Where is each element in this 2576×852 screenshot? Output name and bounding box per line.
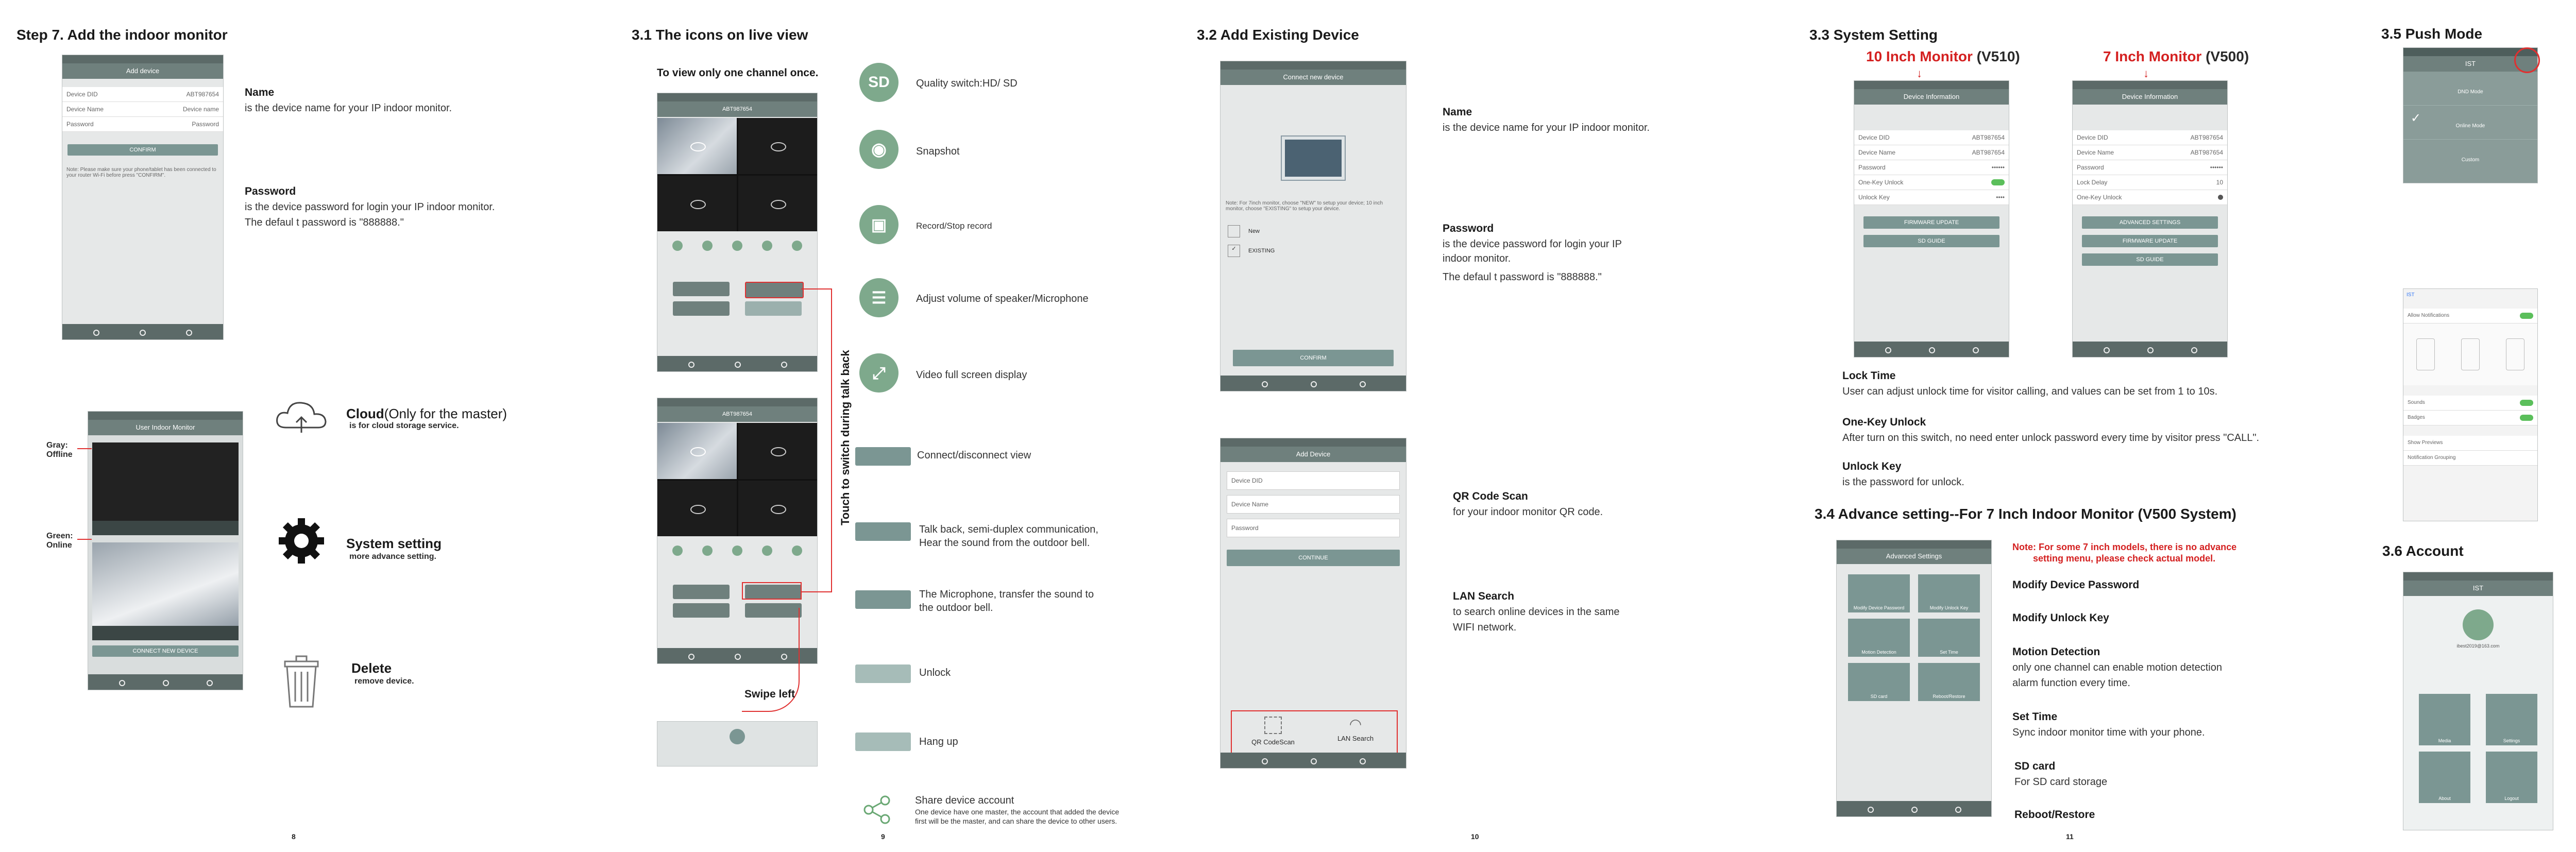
record-icon: ▣ [859, 205, 899, 244]
password-desc-3: The defaul t password is "888888." [1443, 271, 1602, 283]
mic-button-2[interactable] [673, 603, 730, 618]
firmware-update-button[interactable]: FIRMWARE UPDATE [1863, 216, 1999, 229]
reboot-restore-title: Reboot/Restore [2014, 809, 2095, 821]
phoneB-header: Device Information [2073, 89, 2227, 105]
device-name-field[interactable]: Device Name Device name [62, 102, 223, 117]
firmware-update-button[interactable]: FIRMWARE UPDATE [2082, 235, 2218, 247]
qr-code-scan-title: QR Code Scan [1453, 490, 1528, 502]
toggle-switch[interactable] [1991, 179, 2005, 185]
password-desc-2: indoor monitor. [1443, 253, 1511, 264]
microphone-label-1: The Microphone, transfer the sound to [919, 589, 1094, 600]
monitor-10-label: 10 Inch Monitor (V510) [1866, 48, 2020, 64]
phoneA-header: Device Information [1854, 89, 2009, 105]
note-red-1: Note: For some 7 inch models, there is no advance [2012, 542, 2237, 552]
talk-back-label-1: Talk back, semi-duplex communication, [919, 524, 1098, 535]
password-desc-1: is the device password for login your IP [1443, 238, 1622, 250]
connect-view-label: Connect/disconnect view [917, 450, 1031, 461]
name-desc: is the device name for your IP indoor monitor. [1443, 122, 1650, 133]
confirm-button[interactable]: CONFIRM [1233, 350, 1394, 366]
phoneA-field-1[interactable]: Device Name ABT987654 [1854, 145, 2009, 160]
talk-back-icon [855, 522, 911, 541]
sounds-row[interactable]: Sounds [2403, 396, 2537, 411]
share-desc-1: One device have one master, the account that added the device [915, 808, 1120, 816]
motion-detection-title: Motion Detection [2012, 646, 2100, 658]
ios-header: IST [2406, 292, 2415, 298]
cloud-icon [273, 397, 330, 440]
mic-highlight [742, 582, 802, 600]
device-list-phone [88, 411, 243, 690]
online-mode-item[interactable]: ✓ Online Mode [2403, 106, 2537, 140]
account-title: 3.6 Account [2382, 543, 2464, 559]
add-device-phone [62, 55, 224, 340]
page-number: 11 [2066, 832, 2074, 841]
hang-up-icon [855, 732, 911, 751]
modify-unlock-key-title: Modify Unlock Key [2012, 612, 2109, 624]
microphone-icon [855, 590, 911, 609]
touch-switch-label: Touch to switch during talk back [839, 350, 852, 525]
motion-detection-desc-2: alarm function every time. [2012, 677, 2130, 689]
sd-guide-button[interactable]: SD GUIDE [1863, 235, 1999, 247]
offline-device-card[interactable] [92, 442, 239, 535]
name-label: Name [245, 87, 275, 98]
add-device-phone [1220, 438, 1406, 769]
modify-password-tile[interactable]: Modify Device Password [1848, 574, 1910, 612]
phone-note: Note: Please make sure your phone/tablet has been connected to your router Wi-Fi before press "CONFIRM". [66, 167, 216, 178]
device-name-input[interactable]: Device Name [1227, 495, 1400, 514]
unlock-key-title: Unlock Key [1842, 461, 1902, 472]
modify-device-password-title: Modify Device Password [2012, 579, 2140, 591]
live-view-phone-1: ABT987654 [657, 93, 818, 372]
connect-view-button-2[interactable] [673, 585, 730, 599]
advanced-settings-button[interactable]: ADVANCED SETTINGS [2082, 216, 2218, 229]
gray-arrow [77, 448, 92, 449]
push-mode-title: 3.5 Push Mode [2381, 26, 2483, 42]
connect-view-button[interactable] [673, 282, 730, 296]
qr-code-scan-desc: for your indoor monitor QR code. [1453, 506, 1603, 518]
unlock-button[interactable] [745, 301, 802, 316]
set-time-title: Set Time [2012, 711, 2058, 723]
qr-scan-label: QR CodeScan [1251, 738, 1295, 746]
unlock-icon [855, 664, 911, 683]
microphone-label-2: the outdoor bell. [919, 602, 993, 614]
phoneA-field-4[interactable]: Unlock Key •••• [1854, 190, 2009, 205]
password-label: Password [245, 185, 296, 197]
phone-header: Add device [62, 63, 223, 79]
sd-card-title: SD card [2014, 760, 2056, 772]
share-desc-2: first will be the master, and can share the device to other users. [915, 817, 1117, 825]
phoneB-one-key-toggle[interactable]: One-Key Unlock [2073, 190, 2227, 205]
name-label: Name [1443, 106, 1472, 118]
connect-new-device-button[interactable]: CONNECT NEW DEVICE [92, 645, 239, 657]
password-label: Password [1443, 223, 1494, 234]
dnd-mode-item[interactable]: DND Mode [2403, 72, 2537, 106]
live-view-title: 3.1 The icons on live view [632, 27, 808, 43]
account-email: ibest2019@163.com [2456, 643, 2500, 649]
unlock-key-desc: is the password for unlock. [1842, 476, 1964, 488]
about-tile[interactable]: About [2419, 752, 2470, 803]
push-header: IST [2403, 56, 2537, 72]
phoneA-field-0[interactable]: Device DID ABT987654 [1854, 130, 2009, 145]
name-desc: is the device name for your IP indoor monitor. [245, 103, 452, 114]
cloud-desc: is for cloud storage service. [349, 421, 459, 430]
system-setting-title: 3.3 System Setting [1809, 27, 1938, 43]
reboot-restore-tile[interactable]: Reboot/Restore [1918, 663, 1980, 701]
badges-row[interactable]: Badges [2403, 411, 2537, 425]
confirm-button[interactable]: CONFIRM [67, 144, 218, 156]
gear-icon [276, 515, 327, 569]
password-field[interactable]: Password Password [62, 117, 223, 132]
lan-search-option[interactable] [1314, 711, 1397, 753]
volume-label: Adjust volume of speaker/Microphone [916, 293, 1089, 304]
password-input[interactable]: Password [1227, 519, 1400, 537]
green-label: Green: [46, 532, 73, 540]
down-arrow-7: ↓ [2143, 67, 2149, 80]
lan-search-desc-2: WIFI network. [1453, 622, 1517, 633]
notification-grouping-row[interactable]: Notification Grouping [2403, 451, 2537, 466]
sd-guide-button[interactable]: SD GUIDE [2082, 253, 2218, 266]
one-key-unlock-desc: After turn on this switch, no need enter unlock password every time by visitor press "CALL". [1842, 432, 2260, 444]
note-red-2: setting menu, please check actual model. [2033, 553, 2216, 564]
arrow-line-top [801, 288, 832, 289]
volume-icon: ☰ [859, 278, 899, 317]
arrow-line-vertical [831, 288, 832, 592]
live-view-phone-2: ABT987654 [657, 398, 818, 664]
settings-tile[interactable]: Settings [2486, 694, 2537, 745]
allow-notifications-row[interactable]: Allow Notifications [2403, 309, 2537, 323]
phoneB-field-3[interactable]: Lock Delay 10 [2073, 175, 2227, 190]
scan-options [1231, 710, 1398, 754]
ios-notification-phone [2403, 288, 2538, 521]
show-previews-row[interactable]: Show Previews [2403, 436, 2537, 451]
one-key-unlock-title: One-Key Unlock [1842, 416, 1926, 428]
modify-unlock-key-tile[interactable]: Modify Unlock Key [1918, 574, 1980, 612]
unlock-label: Unlock [919, 667, 951, 678]
set-time-tile[interactable]: Set Time [1918, 619, 1980, 657]
delete-desc: remove device. [354, 677, 414, 686]
sd-card-tile[interactable]: SD card [1848, 663, 1910, 701]
set-time-desc: Sync indoor monitor time with your phone. [2012, 727, 2205, 738]
qr-scan-option[interactable] [1232, 711, 1314, 753]
toggle-switch[interactable] [2218, 195, 2223, 200]
media-tile[interactable]: Media [2419, 694, 2470, 745]
hang-up-label: Hang up [919, 736, 958, 747]
device-did-field[interactable]: Device DID ABT987654 [62, 87, 223, 102]
device-did-input[interactable]: Device DID [1227, 471, 1400, 490]
lan-search-desc-1: to search online devices in the same [1453, 606, 1620, 618]
device-info-phone-10 [1854, 80, 2009, 357]
fullscreen-label: Video full screen display [916, 369, 1027, 381]
option-existing[interactable]: ✓ EXISTING [1228, 245, 1399, 257]
account-header: IST [2403, 581, 2553, 596]
adv-phone-header: Advanced Settings [1837, 549, 1991, 564]
record-label: Record/Stop record [916, 221, 992, 231]
gray-label: Gray: [46, 441, 68, 450]
sd-card-desc: For SD card storage [2014, 776, 2108, 788]
lan-search-label: LAN Search [1337, 735, 1374, 742]
phoneB-field-2[interactable]: Password •••••• [2073, 160, 2227, 175]
page-number: 8 [292, 832, 296, 841]
qr-scan-icon [1264, 717, 1282, 734]
trash-icon [281, 653, 322, 712]
phone1-note: Note: For 7inch monitor, choose "NEW" to setup your device; 10 inch monitor, choose "EXISTING" to setup your device. [1226, 200, 1383, 212]
swipe-left-label: Swipe left [744, 688, 795, 700]
advance-setting-title: 3.4 Advance setting--For 7 Inch Indoor Monitor (V500 System) [1815, 506, 2236, 522]
custom-item[interactable]: Custom [2461, 157, 2480, 163]
motion-detection-desc-1: only one channel can enable motion detection [2012, 662, 2222, 673]
option-new[interactable]: New [1228, 225, 1399, 237]
sd-quality-icon: SD [859, 63, 899, 102]
share-title: Share device account [915, 795, 1014, 806]
lock-time-title: Lock Time [1842, 370, 1896, 382]
motion-detection-tile[interactable]: Motion Detection [1848, 619, 1910, 657]
push-button-highlight [2514, 47, 2540, 73]
password-desc-1: is the device password for login your IP indoor monitor. [245, 201, 495, 213]
phoneA-one-key-toggle[interactable]: One-Key Unlock [1854, 175, 2009, 190]
live-view-subtitle: To view only one channel once. [657, 67, 819, 79]
advanced-settings-phone [1836, 540, 1992, 817]
system-setting-desc: more advance setting. [349, 552, 436, 561]
system-setting-title: System setting [346, 536, 442, 551]
wifi-icon: ◠ [1349, 716, 1362, 732]
talk-button[interactable] [745, 282, 804, 298]
delete-title: Delete [351, 660, 392, 676]
down-arrow-10: ↓ [1917, 67, 1922, 80]
list-header: User Indoor Monitor [88, 420, 243, 435]
step7-title: Step 7. Add the indoor monitor [16, 27, 228, 43]
phoneB-field-1[interactable]: Device Name ABT987654 [2073, 145, 2227, 160]
mic-button[interactable] [673, 301, 730, 316]
check-icon: ✓ [2411, 111, 2421, 125]
lan-search-title: LAN Search [1453, 590, 1515, 602]
swipe-phone-bottom [657, 721, 818, 766]
online-device-card[interactable] [92, 542, 239, 640]
share-icon [861, 794, 892, 828]
talk-back-label-2: Hear the sound from the outdoor bell. [919, 537, 1090, 549]
phoneA-field-2[interactable]: Password •••••• [1854, 160, 2009, 175]
arrow-line-bottom [801, 591, 832, 592]
snapshot-label: Snapshot [916, 146, 960, 157]
gray-value: Offline [46, 450, 73, 459]
add-existing-title: 3.2 Add Existing Device [1197, 27, 1359, 43]
phone2-header: Add Device [1221, 447, 1406, 462]
connect-view-icon [855, 447, 911, 466]
lock-time-desc: User can adjust unlock time for visitor calling, and values can be set from 1 to 10s. [1842, 386, 2218, 397]
avatar [2463, 609, 2494, 640]
page-number: 10 [1471, 832, 1479, 841]
fullscreen-icon: ⤢ [859, 353, 899, 393]
connect-new-device-phone [1220, 61, 1406, 391]
phoneB-field-0[interactable]: Device DID ABT987654 [2073, 130, 2227, 145]
page-number: 9 [881, 832, 885, 841]
green-arrow [77, 539, 92, 540]
snapshot-icon: ◉ [859, 130, 899, 169]
quality-label: Quality switch:HD/ SD [916, 78, 1018, 89]
cloud-title: Cloud(Only for the master) [346, 406, 507, 421]
phone1-header: Connect new device [1221, 70, 1406, 85]
monitor-7-label: 7 Inch Monitor (V500) [2103, 48, 2249, 64]
green-value: Online [46, 541, 72, 550]
continue-button[interactable]: CONTINUE [1227, 550, 1400, 566]
password-desc-2: The defaul t password is "888888." [245, 217, 404, 228]
account-phone [2403, 572, 2553, 830]
device-info-phone-7 [2072, 80, 2228, 357]
logout-tile[interactable]: Logout [2486, 752, 2537, 803]
monitor-icon [1282, 137, 1345, 180]
